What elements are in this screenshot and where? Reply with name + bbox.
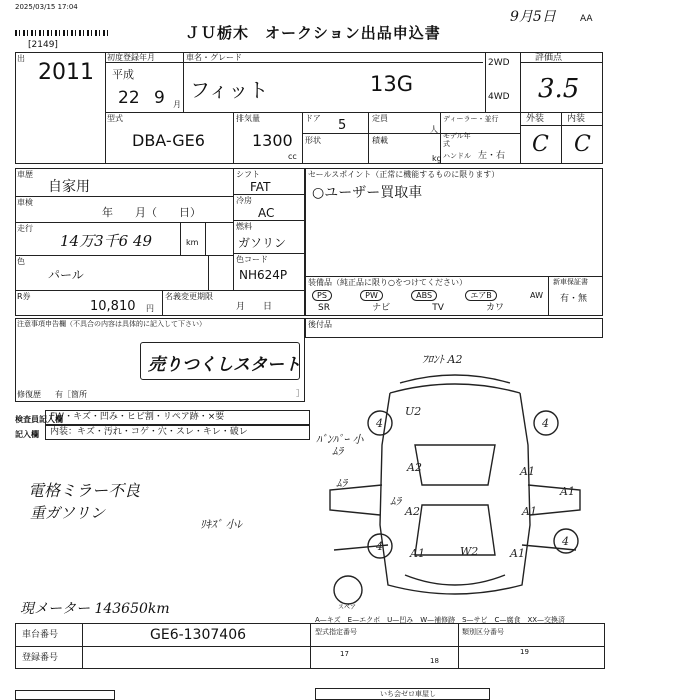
mark-a1-4: A1 [510, 547, 525, 560]
mark-a2-2: A2 [405, 505, 420, 518]
footer-num-1: 17 [340, 650, 349, 658]
date-handwritten: 9月5日 [510, 9, 556, 25]
mark-a1-1: A1 [520, 465, 535, 478]
sales-point-label: セールスポイント（正常に機能するものに限ります） [308, 170, 500, 179]
equip-pw: PW [360, 290, 383, 301]
chassis-label: 車台番号 [22, 630, 59, 640]
lot-year: 2011 [38, 60, 94, 85]
drive-4wd: 4WD [488, 92, 510, 102]
handle-label: ハンドル [443, 152, 471, 160]
loading-label: 積載 [372, 136, 388, 145]
doors-label: ドア [305, 114, 321, 123]
damage-legend: A—キズ E—エクボ U—凹み W—補修跡 S—サビ C—腐食 XX—交換済 [315, 616, 566, 624]
repair-history-value: 有［箇所 [55, 390, 87, 399]
km-unit: km [186, 238, 199, 247]
mark-front: ﾌﾛﾝﾄ A2 [422, 353, 463, 366]
mark-a1-2: A1 [522, 505, 537, 518]
mileage-value: 14万3千6 49 [60, 232, 153, 250]
car-name-label: 車名・グレード [186, 53, 242, 62]
category-label: 車歴 [17, 170, 33, 179]
handwritten-note-1: 電格ミラー不良 [28, 481, 141, 500]
model-label: 型式 [107, 114, 123, 123]
title-deadline-label: 名義変更期限 [165, 292, 213, 301]
rating-label: 評価点 [535, 53, 563, 63]
footer-num-2: 18 [430, 657, 439, 665]
seats-label: 定員 [372, 114, 388, 123]
new-car-warranty-label: 新車保証書 [553, 278, 588, 286]
inspector-label-2: 記入欄 [15, 430, 39, 439]
classification-no: 類別区分番号 [462, 628, 504, 636]
equip-ps: PS [312, 290, 332, 301]
cc-unit: cc [288, 152, 297, 161]
barcode [15, 30, 110, 36]
kg-unit: kg [432, 154, 442, 163]
category-value: 自家用 [48, 179, 90, 195]
mark-wheel-3: 4 [376, 540, 383, 553]
stamp-text: 売りつくしスタート [148, 355, 301, 375]
page-title: ＪＵ栃木 オークション出品申込書 [185, 24, 441, 42]
inspection-format: 年 月（ 日） [102, 206, 201, 219]
color-code-value: NH624P [239, 268, 288, 282]
equip-leather: カワ [485, 303, 504, 313]
aircon-label: 冷房 [236, 196, 252, 205]
interior-grade: C [574, 132, 591, 157]
reg-no-label: 登録番号 [22, 653, 59, 663]
inspect-row-2-text: 内装：キズ・汚れ・コゲ・穴・スレ・キレ・破レ [50, 427, 248, 437]
drive-2wd: 2WD [488, 58, 510, 68]
equip-sr: SR [318, 303, 330, 313]
yen-unit: 円 [146, 304, 154, 313]
mark-mura-2: ﾑﾗ [336, 477, 347, 490]
footer-extra: いち会ゼロ車屋し [380, 690, 436, 698]
exterior-label: 外装 [526, 114, 545, 124]
month-day: 月 日 [236, 302, 273, 312]
model-value: DBA-GE6 [132, 131, 205, 150]
notes-header: 注意事項申告欄（不具合の内容は具体的に記入して下さい） [17, 320, 206, 328]
vehicle-info-block [15, 52, 603, 164]
model-designation: 型式指定番号 [315, 628, 357, 636]
month-suffix: 月 [173, 100, 181, 109]
handwritten-note-2: 重ガソリン [30, 504, 106, 522]
mark-a1-3: A1 [410, 547, 425, 560]
displacement-label: 排気量 [236, 114, 260, 123]
mark-mura-1: ﾑﾗ [332, 445, 343, 458]
equip-aw: AW [530, 291, 543, 300]
equipment-row-1 [312, 290, 548, 301]
color-code-label: 色コード [236, 255, 268, 264]
recycle-label: R券 [17, 292, 31, 301]
rating-value: 3.5 [538, 74, 580, 104]
mark-wheel-2: 4 [542, 417, 549, 430]
mark-a1-5: A1 [560, 485, 575, 498]
equipment-label: 装備品（純正品に限り○をつけてください） [308, 278, 467, 287]
shift-value: FAT [250, 180, 271, 194]
handwritten-meter: 現メーター 143650km [20, 601, 170, 617]
people-unit: 人 [430, 125, 438, 134]
after-install-box [305, 318, 603, 338]
mark-wheel-1: 4 [376, 417, 383, 430]
interior-label: 内装 [567, 114, 586, 124]
shutsu-label: 出 [17, 54, 25, 63]
model-year: モデル年式 [443, 132, 471, 148]
fuel-label: 燃料 [236, 222, 252, 231]
repair-history-end: ］ [296, 389, 304, 398]
sales-point-text: ○ユーザー買取車 [312, 185, 423, 201]
car-name: フィット [190, 78, 269, 102]
reg-month: 9 [154, 88, 165, 108]
handle-values: 左・右 [478, 151, 506, 161]
repair-history-label: 修復歴 [17, 390, 41, 399]
timestamp: 2025/03/15 17:04 [15, 3, 78, 11]
corner-box [15, 690, 115, 700]
inspector-label: 検査員記入欄 [15, 415, 63, 424]
footer-num-3: 19 [520, 648, 529, 656]
mark-a2-1: A2 [407, 461, 422, 474]
grade: 13G [370, 72, 413, 96]
date-suffix: AA [580, 14, 593, 24]
color-label: 色 [17, 257, 25, 266]
mileage-label: 走行 [17, 224, 33, 233]
fuel-value: ガソリン [238, 236, 287, 250]
form-code: [2149] [28, 40, 58, 50]
color-value: パール [48, 268, 84, 282]
era-label: 平成 [112, 68, 134, 81]
inspection-label: 車検 [17, 198, 33, 207]
mark-scratch: ﾘｷｽﾞ 小ﾚ [200, 518, 242, 531]
body-type-label: 形状 [305, 136, 321, 145]
displacement-value: 1300 [252, 131, 293, 150]
exterior-grade: C [532, 132, 549, 157]
warranty-values: 有・無 [560, 294, 588, 304]
equipment-row-2 [318, 303, 504, 313]
doors-value: 5 [338, 118, 347, 133]
mark-u2: U2 [405, 405, 422, 418]
aircon-value: AC [258, 206, 275, 220]
mark-mura-3: ﾑﾗ [390, 495, 401, 508]
equip-abs: ABS [411, 290, 437, 301]
chassis-number: GE6-1307406 [150, 627, 247, 643]
shift-label: シフト [236, 170, 260, 179]
after-install-label: 後付品 [308, 320, 332, 329]
inspect-row-1-text: FW・キズ・凹み・ヒビ割・リペア跡・×要 [50, 412, 225, 422]
equip-navi: ナビ [372, 303, 391, 313]
mark-bumper: ﾊﾞﾝﾊﾟｰ 小 [316, 433, 364, 446]
equip-tv: TV [432, 303, 444, 313]
mark-w2: W2 [460, 545, 479, 558]
reg-year: 22 [118, 88, 140, 108]
first-reg-label: 初度登録年月 [107, 53, 155, 62]
spare-label: スペア [338, 604, 357, 611]
dealer-import: ディーラー・並行 [443, 115, 499, 123]
recycle-amount: 10,810 [90, 299, 136, 314]
mark-wheel-4: 4 [562, 535, 569, 548]
equip-airbag: エアB [465, 290, 497, 301]
